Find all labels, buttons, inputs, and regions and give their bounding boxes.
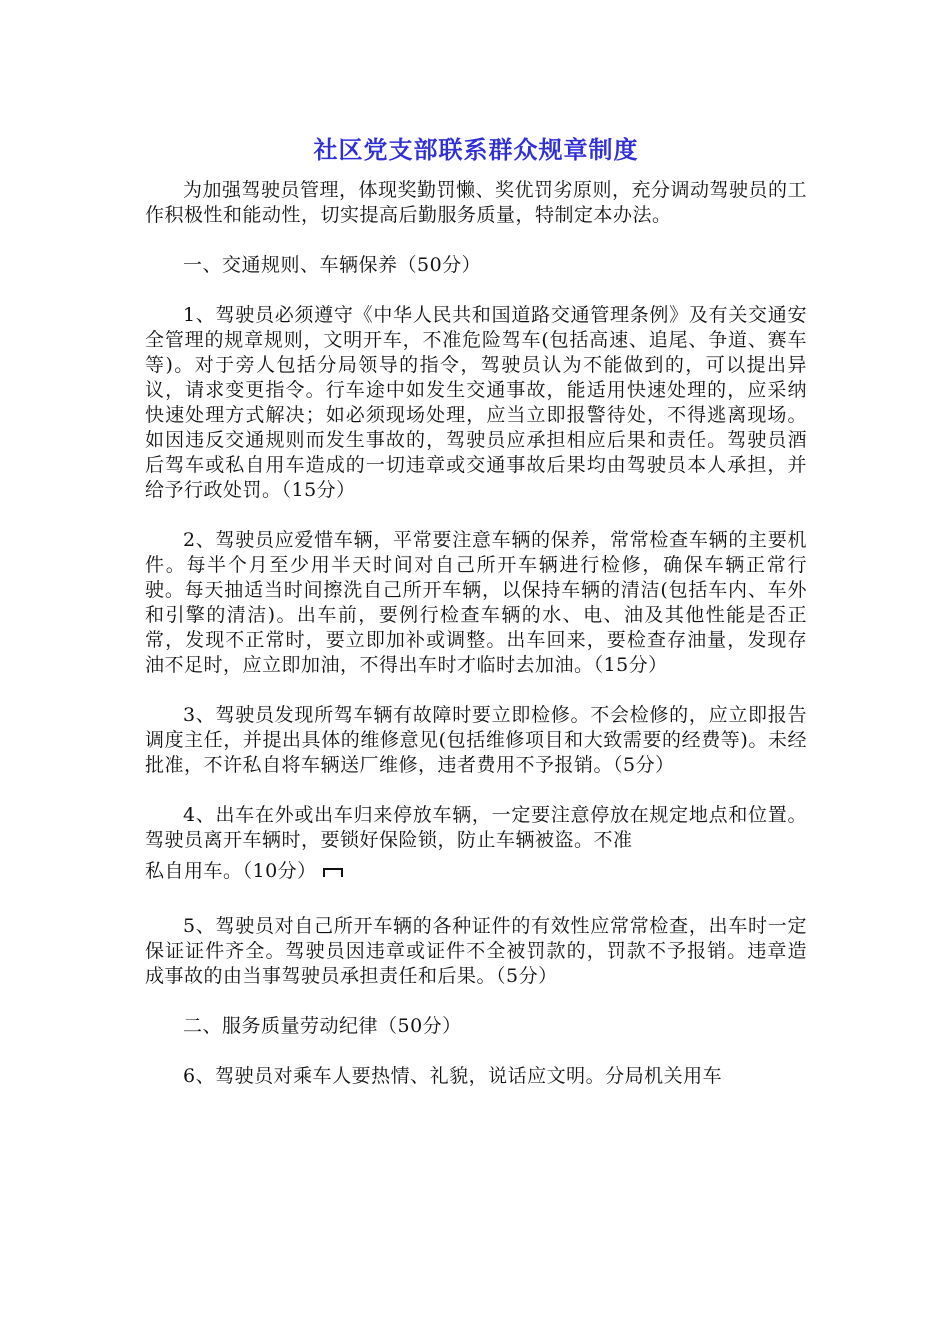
item-5-paragraph: 5、驾驶员对自己所开车辆的各种证件的有效性应常常检查，出车时一定保证证件齐全。驾驶员因违章或证件不全被罚款的，罚款不予报销。违章造成事故的由当事驾驶员承担责任和后果。（5分） <box>145 915 807 987</box>
section-heading-2: 二、服务质量劳动纪律（50分） <box>183 1015 462 1037</box>
bracket-mark-icon <box>323 868 343 877</box>
item-2-paragraph: 2、驾驶员应爱惜车辆，平常要注意车辆的保养，常常检查车辆的主要机件。每半个月至少用半天时间对自己所开车辆进行检修，确保车辆正常行驶。每天抽适当时间擦洗自己所开车辆，以保持车辆的清洁(包括车内、车外和引擎的清洁)。出车前，要例行检查车辆的水、电、油及其他性能是否正常，发现不正常时，要立即加补或调整。出车回来，要检查存油量，发现存油不足时，应立即加油，不得出车时才临时去加油。（15分） <box>145 529 807 676</box>
item-4-paragraph <box>145 803 807 853</box>
section-heading-1: 一、交通规则、车辆保养（50分） <box>183 254 482 276</box>
document-title: 社区党支部联系群众规章制度 <box>313 136 639 164</box>
item-4-text: 4、出车在外或出车归来停放车辆，一定要注意停放在规定地点和位置。驾驶员离开车辆时，要锁好保险锁，防止车辆被盗。不准 <box>145 804 807 851</box>
intro-paragraph: 为加强驾驶员管理，体现奖勤罚懒、奖优罚劣原则，充分调动驾驶员的工作积极性和能动性，切实提高后勤服务质量，特制定本办法。 <box>145 179 808 226</box>
item-1-paragraph: 1、驾驶员必须遵守《中华人民共和国道路交通管理条例》及有关交通安全管理的规章规则，文明开车，不准危险驾车(包括高速、追尾、争道、赛车等)。对于旁人包括分局领导的指令，驾驶员认为不能做到的，可以提出异议，请求变更指令。行车途中如发生交通事故，能适用快速处理的，应采纳快速处理方式解决；如必须现场处理，应当立即报警待处，不得逃离现场。如因违反交通规则而发生事故的，驾驶员应承担相应后果和责任。驾驶员酒后驾车或私自用车造成的一切违章或交通事故后果均由驾驶员本人承担，并给予行政处罚。（15分） <box>145 304 807 501</box>
item-3-paragraph: 3、驾驶员发现所驾车辆有故障时要立即检修。不会检修的，应立即报告调度主任，并提出具体的维修意见(包括维修项目和大致需要的经费等)。未经批准，不许私自将车辆送厂维修，违者费用不予报销。（5分） <box>145 704 807 776</box>
document-page <box>145 130 807 1089</box>
item-4-continuation <box>145 853 807 889</box>
item-4-text-end: 私自用车。（10分） <box>145 860 317 882</box>
item-6-paragraph: 6、驾驶员对乘车人要热情、礼貌，说话应文明。分局机关用车 <box>183 1065 723 1087</box>
